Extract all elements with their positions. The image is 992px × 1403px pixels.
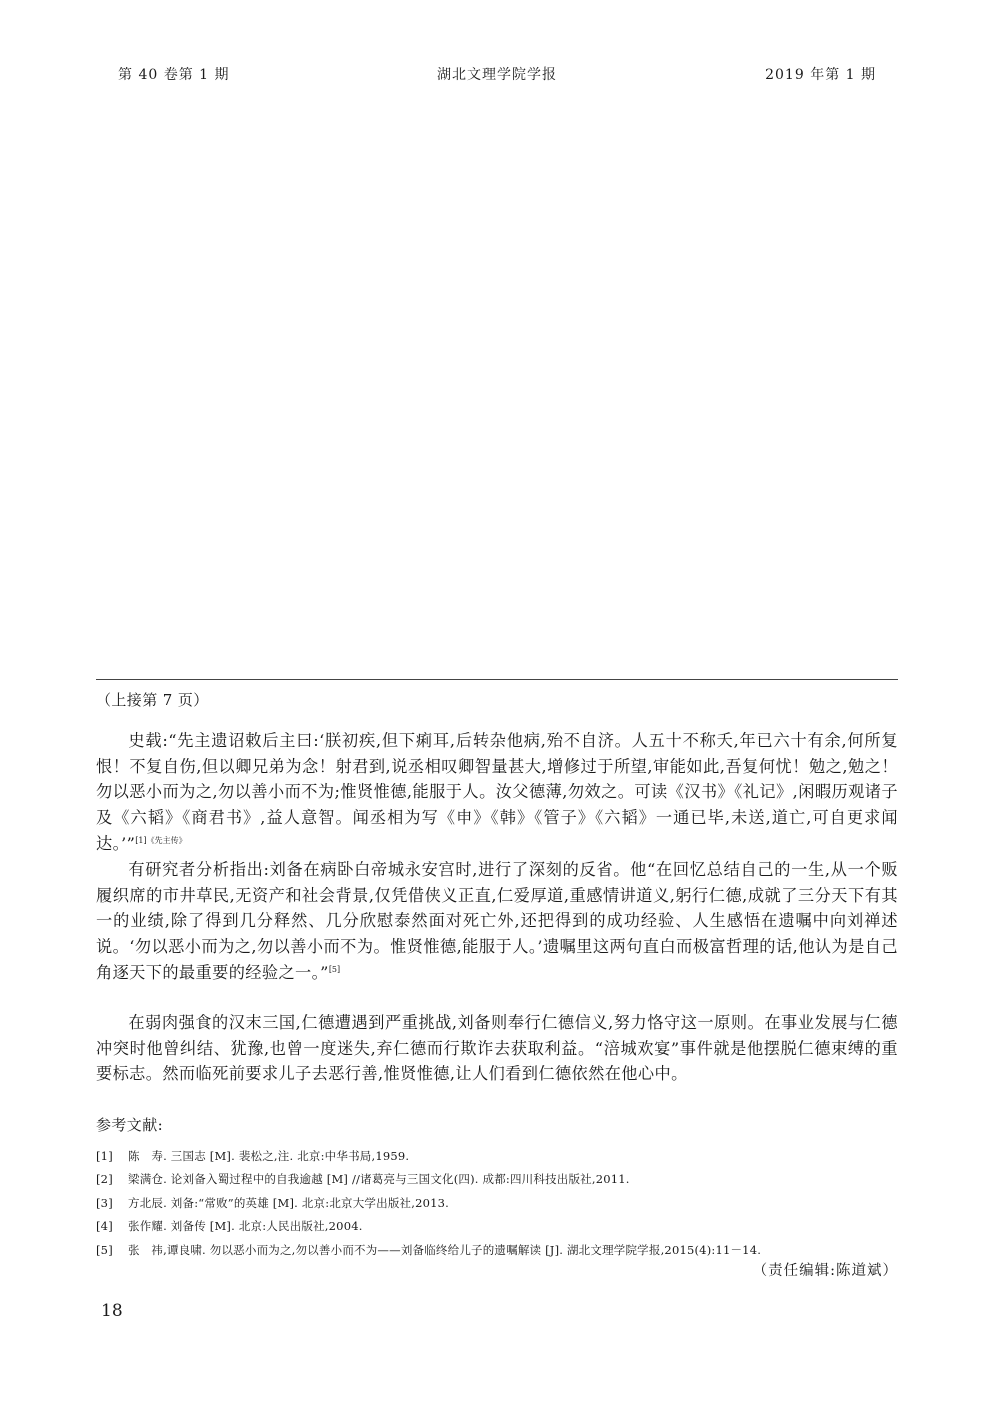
paragraph-text: 史载:“先主遗诏敕后主曰:‘朕初疾,但下痢耳,后转杂他病,殆不自济。人五十不称夭,年已六十有余,何所复恨！不复自伤,但以卿兄弟为念！射君到,说丞相叹卿智量甚大,增修过于所望,审能如此,吾复何忧！勉之,勉之！勿以恶小而为之,勿以善小而不为;惟贤惟德,能服于人。汝父德薄,勿效之。可读《汉书》《礼记》,闲暇历观诸子及《六韬》《商君书》,益人意智。闻丞相为写《申》《韩》《管子》《六韬》一通已毕,未送,道亡,可自更求闻达。’”: [96, 730, 898, 853]
reference-text: 方北辰. 刘备:“常败”的英雄 [M]. 北京:北京大学出版社,2013.: [128, 1195, 450, 1210]
reference-item: [96, 1215, 898, 1239]
paragraph-text: 有研究者分析指出:刘备在病卧白帝城永安宫时,进行了深刻的反省。他“在回忆总结自己的一生,从一个贩履织席的市井草民,无资产和社会背景,仅凭借侠义正直,仁爱厚道,重感情讲道义,躬行仁德,成就了三分天下有其一的业绩,除了得到几分释然、几分欣慰泰然面对死亡外,还把得到的成功经验、人生感悟在遗嘱中向刘禅述说。‘勿以恶小而为之,勿以善小而不为。惟贤惟德,能服于人。’遗嘱里这两句直白而极富哲理的话,他认为是自己角逐天下的最重要的经验之一。”: [96, 859, 898, 982]
reference-text: 陈 寿. 三国志 [M]. 裴松之,注. 北京:中华书局,1959.: [128, 1148, 410, 1163]
body-paragraph: [96, 857, 898, 986]
reference-number: [1]: [96, 1148, 113, 1163]
journal-title: 湖北文理学院学报: [437, 67, 557, 83]
body-paragraph: [96, 728, 898, 857]
reference-item: [96, 1192, 898, 1216]
citation-marker: [5]: [328, 964, 341, 974]
references-title: 参考文献:: [96, 1116, 164, 1135]
running-head: [118, 64, 876, 84]
article-body: [96, 688, 898, 1282]
continued-from-note: （上接第 7 页）: [96, 691, 209, 709]
reference-text: 张作耀. 刘备传 [M]. 北京:人民出版社,2004.: [128, 1219, 363, 1234]
reference-number: [2]: [96, 1172, 113, 1187]
reference-item: [96, 1145, 898, 1169]
reference-item: [96, 1168, 898, 1192]
paragraph-text: 在弱肉强食的汉末三国,仁德遭遇到严重挑战,刘备则奉行仁德信义,努力恪守这一原则。在事业发展与仁德冲突时他曾纠结、犹豫,也曾一度迷失,弃仁德而行欺诈去获取利益。“涪城欢宴”事件就是他摆脱仁德束缚的重要标志。然而临死前要求儿子去恶行善,惟贤惟德,让人们看到仁德依然在他心中。: [96, 1012, 898, 1084]
editor-note: （责任编辑:陈道斌）: [752, 1263, 898, 1280]
reference-text: 梁满仓. 论刘备入蜀过程中的自我逾越 [M] //诸葛亮与三国文化(四). 成都:四川科技出版社,2011.: [128, 1172, 630, 1187]
section-divider: [96, 679, 898, 680]
body-paragraph: [96, 1010, 898, 1087]
reference-text: 张 祎,谭良啸. 勿以恶小而为之,勿以善小而不为——刘备临终给儿子的遗嘱解读 [J]. 湖北文理学院学报,2015(4):11－14.: [128, 1242, 762, 1257]
reference-number: [4]: [96, 1219, 113, 1234]
reference-number: [3]: [96, 1195, 113, 1210]
publication-year-issue: 2019 年第 1 期: [765, 67, 876, 83]
references-section: [96, 1113, 898, 1282]
reference-number: [5]: [96, 1242, 113, 1257]
citation-marker: [1]《先主传》: [135, 835, 187, 845]
page-number: 18: [101, 1301, 123, 1321]
reference-item: [96, 1239, 898, 1263]
journal-volume-issue: 第 40 卷第 1 期: [118, 67, 230, 83]
